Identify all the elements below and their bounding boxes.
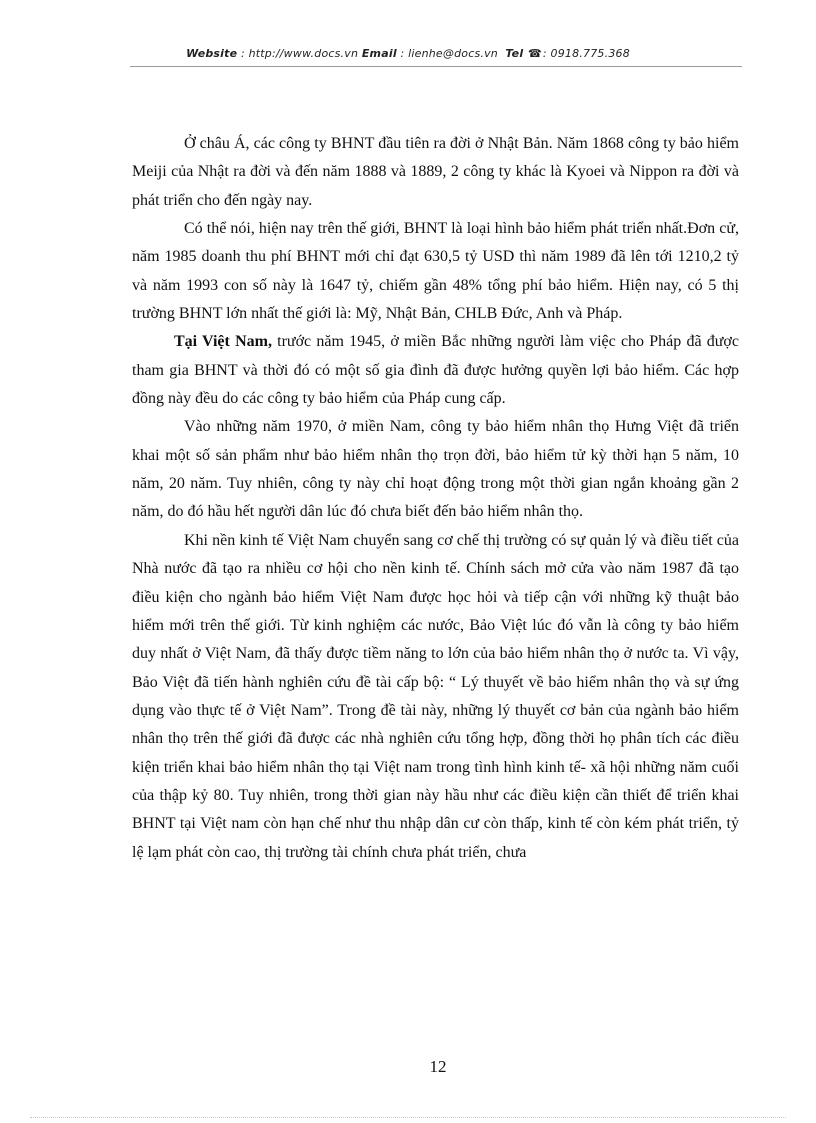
paragraph-lead-bold: Tại Việt Nam, [174, 333, 272, 351]
document-body [132, 130, 739, 867]
paragraph-text: Có thể nói, hiện nay trên thế giới, BHNT là loại hình bảo hiểm phát triển nhất.Đơn cử, năm 1985 doanh thu phí BHNT mới chỉ đạt 630,5 tỷ USD thì năm 1989 đã lên tới 1210,2 tỷ và năm 1993 con số này là 1647 tỷ, chiếm gần 48% tổng phí bảo hiểm. Hiện nay, có 5 thị trường BHNT lớn nhất thế giới là: Mỹ, Nhật Bản, CHLB Đức, Anh và Pháp. [132, 220, 739, 323]
header-divider [130, 66, 742, 67]
page-header [0, 47, 816, 60]
website-url[interactable]: http://www.docs.vn [248, 47, 359, 60]
phone-icon: ☎ [528, 47, 542, 60]
paragraph-vietnam-history [132, 328, 739, 413]
paragraph-asia [132, 130, 739, 215]
tel-separator: : [542, 47, 551, 60]
website-separator: : [237, 47, 249, 60]
page-number: 12 [429, 1057, 447, 1076]
website-label: Website [186, 47, 238, 60]
paragraph-market-economy [132, 527, 739, 867]
paragraph-text: Ở châu Á, các công ty BHNT đầu tiên ra đời ở Nhật Bản. Năm 1868 công ty bảo hiểm Meiji của Nhật ra đời và đến năm 1888 và 1889, 2 công ty khác là Kyoei và Nippon ra đời và phát triển cho đến ngày nay. [132, 135, 739, 209]
paragraph-text: Vào những năm 1970, ở miền Nam, công ty bảo hiểm nhân thọ Hưng Việt đã triển khai một số sản phẩm như bảo hiểm nhân thọ trọn đời, bảo hiểm tử kỳ thời hạn 5 năm, 10 năm, 20 năm. Tuy nhiên, công ty này chỉ hoạt động trong một thời gian ngắn khoảng gần 2 năm, do đó hầu hết người dân lúc đó chưa biết đến bảo hiểm nhân thọ. [132, 418, 739, 521]
tel-number: 0918.775.368 [550, 47, 630, 60]
email-label: Email [361, 47, 397, 60]
paragraph-text: trước năm 1945, ở miền Bắc những người làm việc cho Pháp đã được tham gia BHNT và thời đó có một số gia đình đã được hưởng quyền lợi bảo hiểm. Các hợp đồng này đều do các công ty bảo hiểm của Pháp cung cấp. [132, 333, 739, 408]
paragraph-south-1970s [132, 413, 739, 526]
tel-label: Tel [505, 47, 524, 60]
paragraph-text: Khi nền kinh tế Việt Nam chuyển sang cơ chế thị trường có sự quản lý và điều tiết của Nhà nước đã tạo ra nhiều cơ hội cho nền kinh tế. Chính sách mở cửa vào năm 1987 đã tạo điều kiện cho ngành bảo hiểm Việt Nam được học hỏi và tiếp cận với những kỹ thuật bảo hiểm mới trên thế giới. Từ kinh nghiệm các nước, Bảo Việt lúc đó vẫn là công ty bảo hiểm duy nhất ở Việt Nam, đã thấy được tiềm năng to lớn của bảo hiểm nhân thọ ở nước ta. Vì vậy, Bảo Việt đã tiến hành nghiên cứu đề tài cấp bộ: “ Lý thuyết về bảo hiểm nhân thọ và sự ứng dụng vào thực tế ở Việt Nam”. Trong đề tài này, những lý thuyết cơ bản của ngành bảo hiểm nhân thọ trên thế giới đã được các nhà nghiên cứu tổng hợp, đồng thời họ phân tích các điều kiện triển khai bảo hiểm nhân thọ tại Việt nam trong tình hình kinh tế- xã hội những năm cuối của thập kỷ 80. Tuy nhiên, trong thời gian này hầu như các điều kiện cần thiết để triển khai BHNT tại Việt nam còn hạn chế như thu nhập dân cư còn thấp, kinh tế còn kém phát triển, tỷ lệ lạm phát còn cao, thị trường tài chính chưa phát triển, chưa [132, 531, 739, 861]
footer-divider [30, 1117, 786, 1118]
paragraph-world-growth [132, 215, 739, 328]
email-address[interactable]: lienhe@docs.vn [408, 47, 498, 60]
email-separator: : [396, 47, 409, 60]
